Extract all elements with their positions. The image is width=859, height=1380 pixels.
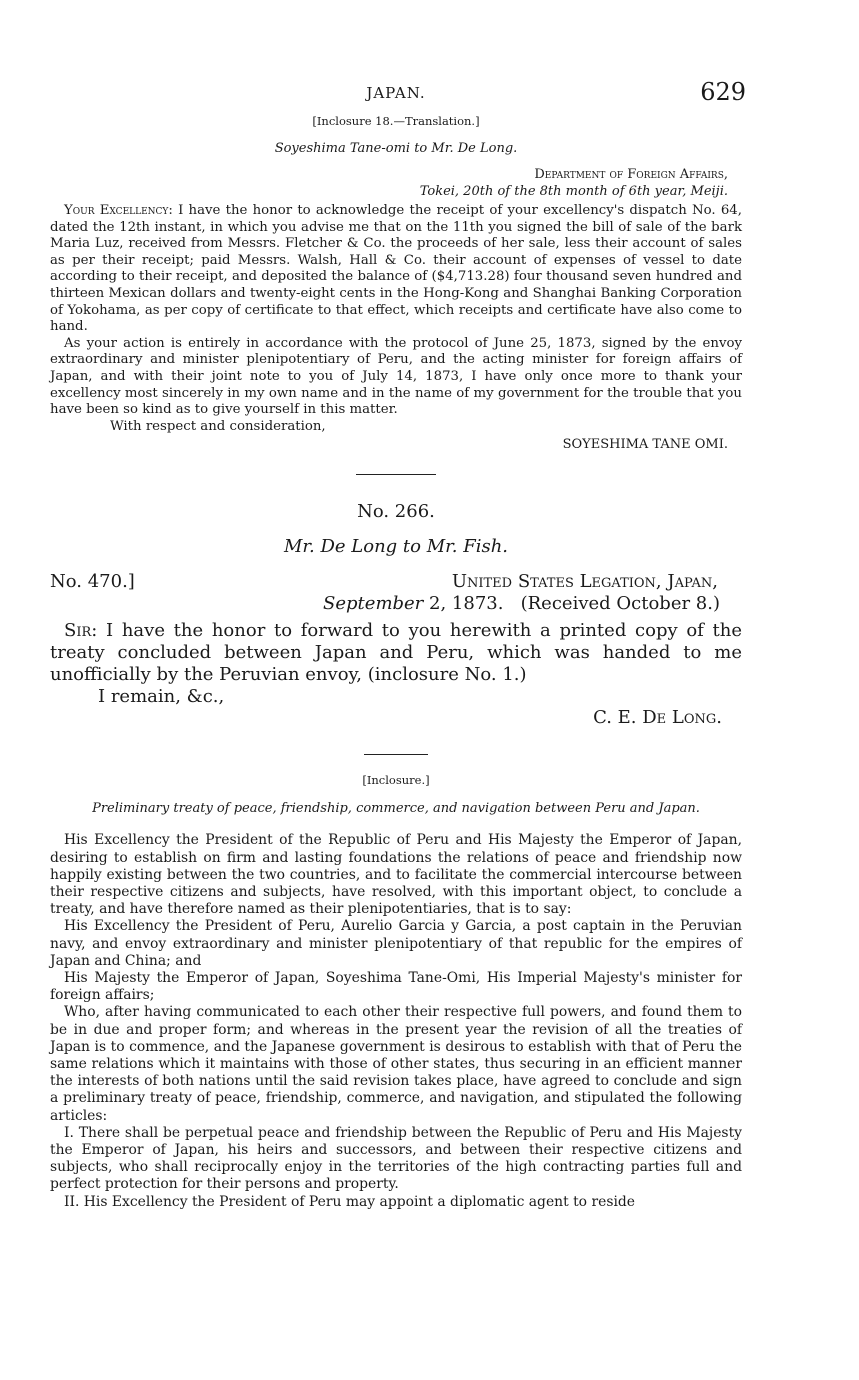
despatch-date — [50, 593, 742, 614]
treaty-paragraph: His Excellency the President of Peru, Aurelio Garcia y Garcia, a post captain in the Peruvian navy, and envoy extraordinary and minister plenipotentiary of that republic for the empires of Japan and China; and — [50, 918, 742, 969]
inclosure-label: [Inclosure.] — [362, 773, 430, 788]
date-rest: 2, 1873. (Received October 8.) — [423, 593, 720, 615]
section-divider — [364, 754, 428, 755]
legation-line: United States Legation, Japan, — [451, 571, 718, 593]
despatch-text: I have the honor to forward to you herewith a printed copy of the treaty concluded between Japan and Peru, which was handed to me unofficially by the Peruvian envoy, (inclosure No. 1.) — [50, 620, 742, 686]
despatch-header-row — [50, 571, 742, 593]
treaty-title: Preliminary treaty of peace, friendship, commerce, and navigation between Peru and Japan. — [92, 801, 700, 817]
treaty-paragraph: II. His Excellency the President of Peru may appoint a diplomatic agent to reside — [64, 1193, 636, 1210]
despatch-paragraph — [50, 620, 742, 686]
running-title: JAPAN. — [366, 84, 426, 102]
section-divider — [356, 474, 436, 475]
letter-paragraph: As your action is entirely in accordance with the protocol of June 25, 1873, signed by the envoy extraordinary and minister plenipotentiary of Peru, and the acting minister for foreign affairs of Japan, and with their joint note to you of July 14, 1873, I have only once more to thank your excellency most sincerely in my own name and in the name of my government for the trouble that you have been so kind as to give yourself in this matter. — [50, 335, 742, 418]
despatch-number: No. 470.] — [50, 571, 135, 593]
treaty-paragraph: I. There shall be perpetual peace and friendship between the Republic of Peru and His Majesty the Emperor of Japan, his heirs and successors, and between their respective citizens and subjects, who shall reciprocally enjoy in the territories of the high contracting parties full and perfect protection for their persons and property. — [50, 1124, 742, 1193]
page-number: 629 — [700, 78, 746, 106]
treaty-body — [50, 832, 742, 1210]
despatch-signature: C. E. De Long. — [593, 707, 722, 729]
letter-address — [50, 166, 742, 200]
treaty-paragraph: Who, after having communicated to each other their respective full powers, and found them to be in due and proper form; and whereas in the present year the revision of all the treaties of Japan is to commence, and the Japanese government is desirous to establish with that of Peru the same relations which it maintains with those of other states, thus securing in an efficient manner the interests of both nations until the said revision takes place, have agreed to conclude and sign a preliminary treaty of peace, friendship, commerce, and navigation, and stipulated the following articles: — [50, 1004, 742, 1124]
despatch-body — [50, 620, 742, 686]
document-number: No. 266. — [357, 501, 435, 523]
treaty-paragraph: His Excellency the President of the Republic of Peru and His Majesty the Emperor of Japan, desiring to establish on firm and lasting foundations the relations of peace and friendship now happily existing between the two countries, and to facilitate the commercial intercourse between their respective citizens and subjects, have resolved, with this important object, to conclude a treaty, and have therefore named as their plenipotentiaries, that is to say: — [50, 832, 742, 918]
letter-body — [50, 203, 742, 435]
salutation: Your Excellency: — [64, 203, 173, 218]
inclosure-18-label: [Inclosure 18.—Translation.] — [312, 114, 480, 128]
despatch-salutation: Sir: — [64, 620, 98, 642]
date-month: September — [323, 593, 424, 615]
document-title: Mr. De Long to Mr. Fish. — [283, 536, 509, 558]
document-page — [50, 78, 746, 1211]
letter-paragraph — [50, 203, 742, 336]
paragraph-text: I have the honor to acknowledge the receipt of your excellency's dispatch No. 64, dated the 12th instant, in which you advise me that on the 11th you signed the bill of sale of the bark Maria Luz, received from Messrs. Fletcher & Co. the proceeds of her sale, less their account of sales as per their receipt; paid Messrs. Walsh, Hall & Co. their account of expenses of vessel to date according to their receipt, and deposited the balance of ($4,713.28) four thousand seven hundred and thirteen Mexican dollars and twenty-eight cents in the Hong-Kong and Shanghai Banking Corporation of Yokohama, as per copy of certificate to that effect, which receipts and certificate have also come to hand. — [50, 203, 742, 335]
letter-signature: SOYESHIMA TANE OMI. — [562, 437, 728, 453]
page-header — [50, 78, 746, 112]
dateline: Tokei, 20th of the 8th month of 6th year, Meiji. — [419, 184, 728, 199]
letter-title: Soyeshima Tane-omi to Mr. De Long. — [274, 141, 518, 156]
closing-line: With respect and consideration, — [110, 418, 326, 434]
department-line: Department of Foreign Affairs, — [534, 167, 728, 182]
despatch-closing: I remain, &c., — [98, 686, 225, 708]
treaty-paragraph: His Majesty the Emperor of Japan, Soyeshima Tane-Omi, His Imperial Majesty's minister for foreign affairs; — [50, 969, 742, 1004]
